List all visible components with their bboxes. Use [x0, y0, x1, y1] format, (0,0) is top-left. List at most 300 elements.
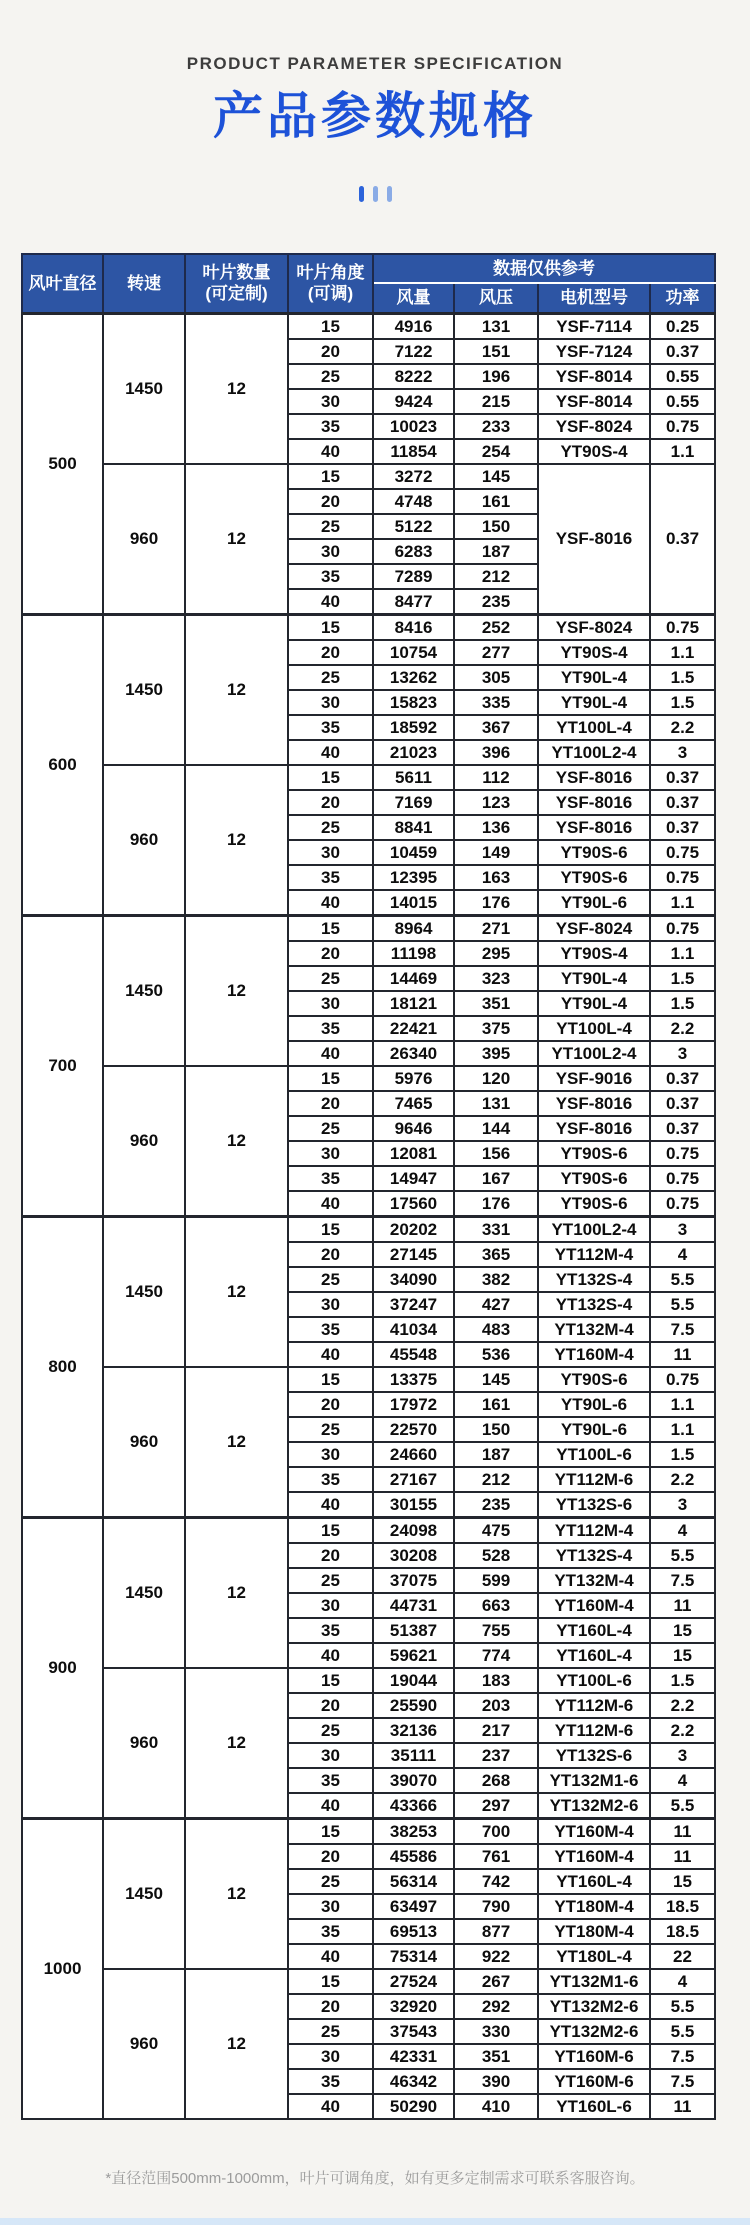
cell-motor: YT160L-4 — [538, 1643, 650, 1668]
cell-angle: 20 — [288, 1392, 373, 1417]
cell-motor: YSF-7114 — [538, 313, 650, 339]
cell-motor: YT90S-6 — [538, 1141, 650, 1166]
cell-airflow: 11854 — [373, 439, 454, 464]
cell-power: 0.55 — [650, 364, 715, 389]
cell-angle: 20 — [288, 1242, 373, 1267]
cell-power: 0.37 — [650, 339, 715, 364]
cell-blades: 12 — [185, 313, 288, 464]
col-header-angle-line1: 叶片角度 — [296, 263, 365, 283]
cell-angle: 25 — [288, 2019, 373, 2044]
cell-pressure: 365 — [454, 1242, 538, 1267]
cell-power: 0.75 — [650, 1141, 715, 1166]
cell-motor: YT90S-6 — [538, 1191, 650, 1217]
cell-pressure: 149 — [454, 840, 538, 865]
cell-airflow: 8416 — [373, 614, 454, 640]
cell-speed: 1450 — [103, 1216, 185, 1367]
cell-pressure: 774 — [454, 1643, 538, 1668]
cell-motor: YT90L-6 — [538, 890, 650, 916]
cell-power: 11 — [650, 1844, 715, 1869]
cell-angle: 25 — [288, 1417, 373, 1442]
cell-airflow: 63497 — [373, 1894, 454, 1919]
cell-speed: 1450 — [103, 1818, 185, 1969]
cell-angle: 15 — [288, 1668, 373, 1693]
cell-power: 2.2 — [650, 1467, 715, 1492]
cell-power: 3 — [650, 740, 715, 765]
cell-pressure: 252 — [454, 614, 538, 640]
cell-angle: 40 — [288, 1793, 373, 1819]
cell-angle: 30 — [288, 1442, 373, 1467]
cell-power: 11 — [650, 1342, 715, 1367]
cell-power: 1.5 — [650, 1668, 715, 1693]
cell-airflow: 18592 — [373, 715, 454, 740]
cell-pressure: 151 — [454, 339, 538, 364]
cell-motor: YT100L-4 — [538, 715, 650, 740]
cell-airflow: 14469 — [373, 966, 454, 991]
cell-power: 1.5 — [650, 966, 715, 991]
cell-airflow: 10459 — [373, 840, 454, 865]
cell-diameter: 500 — [22, 313, 103, 614]
cell-motor: YT132M2-6 — [538, 1793, 650, 1819]
cell-angle: 25 — [288, 966, 373, 991]
cell-angle: 35 — [288, 1016, 373, 1041]
cell-airflow: 45586 — [373, 1844, 454, 1869]
section-subtitle: PRODUCT PARAMETER SPECIFICATION — [186, 54, 564, 73]
cell-angle: 15 — [288, 1216, 373, 1242]
cell-airflow: 5976 — [373, 1066, 454, 1091]
cell-motor: YT90S-6 — [538, 865, 650, 890]
cell-pressure: 120 — [454, 1066, 538, 1091]
cell-motor: YT132M1-6 — [538, 1969, 650, 1994]
cell-airflow: 25590 — [373, 1693, 454, 1718]
cell-angle: 35 — [288, 414, 373, 439]
cell-motor: YT90L-6 — [538, 1417, 650, 1442]
cell-airflow: 59621 — [373, 1643, 454, 1668]
cell-airflow: 17972 — [373, 1392, 454, 1417]
cell-motor: YT132S-6 — [538, 1492, 650, 1518]
cell-motor: YSF-9016 — [538, 1066, 650, 1091]
cell-power: 7.5 — [650, 1317, 715, 1342]
cell-pressure: 254 — [454, 439, 538, 464]
cell-airflow: 24098 — [373, 1517, 454, 1543]
cell-airflow: 11198 — [373, 941, 454, 966]
cell-pressure: 922 — [454, 1944, 538, 1969]
cell-motor: YT180M-4 — [538, 1919, 650, 1944]
cell-airflow: 42331 — [373, 2044, 454, 2069]
cell-pressure: 396 — [454, 740, 538, 765]
cell-power: 22 — [650, 1944, 715, 1969]
cell-motor: YT90S-6 — [538, 840, 650, 865]
cell-motor: YT100L-6 — [538, 1442, 650, 1467]
cell-power: 4 — [650, 1242, 715, 1267]
cell-airflow: 34090 — [373, 1267, 454, 1292]
cell-speed: 960 — [103, 765, 185, 916]
cell-airflow: 18121 — [373, 991, 454, 1016]
cell-angle: 40 — [288, 890, 373, 916]
cell-angle: 35 — [288, 1467, 373, 1492]
cell-airflow: 37247 — [373, 1292, 454, 1317]
cell-power: 4 — [650, 1517, 715, 1543]
table-row — [22, 1517, 715, 1543]
cell-motor: YT90S-6 — [538, 1166, 650, 1191]
cell-angle: 15 — [288, 765, 373, 790]
cell-power: 5.5 — [650, 1543, 715, 1568]
cell-angle: 40 — [288, 740, 373, 765]
cell-angle: 20 — [288, 1994, 373, 2019]
cell-airflow: 30155 — [373, 1492, 454, 1518]
cell-pressure: 237 — [454, 1743, 538, 1768]
cell-power: 0.25 — [650, 313, 715, 339]
cell-motor: YT180M-4 — [538, 1894, 650, 1919]
cell-pressure: 150 — [454, 514, 538, 539]
cell-angle: 30 — [288, 1141, 373, 1166]
cell-angle: 25 — [288, 1116, 373, 1141]
cell-airflow: 39070 — [373, 1768, 454, 1793]
cell-motor: YT90L-6 — [538, 1392, 650, 1417]
cell-motor: YT112M-4 — [538, 1517, 650, 1543]
cell-speed: 960 — [103, 1668, 185, 1819]
cell-angle: 30 — [288, 1743, 373, 1768]
cell-airflow: 37543 — [373, 2019, 454, 2044]
cell-pressure: 305 — [454, 665, 538, 690]
cell-pressure: 528 — [454, 1543, 538, 1568]
cell-motor: YT112M-6 — [538, 1718, 650, 1743]
page-title: 产品参数规格 — [213, 88, 537, 144]
cell-angle: 30 — [288, 1894, 373, 1919]
cell-pressure: 267 — [454, 1969, 538, 1994]
cell-airflow: 44731 — [373, 1593, 454, 1618]
cell-angle: 40 — [288, 1492, 373, 1518]
cell-airflow: 10754 — [373, 640, 454, 665]
cell-angle: 15 — [288, 464, 373, 489]
cell-airflow: 27524 — [373, 1969, 454, 1994]
cell-motor: YT132S-6 — [538, 1743, 650, 1768]
cell-airflow: 4916 — [373, 313, 454, 339]
cell-power: 11 — [650, 2094, 715, 2119]
cell-motor: YT160M-4 — [538, 1818, 650, 1844]
cell-power: 11 — [650, 1593, 715, 1618]
cell-pressure: 112 — [454, 765, 538, 790]
cell-pressure: 268 — [454, 1768, 538, 1793]
cell-power: 1.1 — [650, 941, 715, 966]
cell-motor: YT100L2-4 — [538, 740, 650, 765]
cell-power: 0.37 — [650, 464, 715, 615]
cell-airflow: 13262 — [373, 665, 454, 690]
cell-pressure: 150 — [454, 1417, 538, 1442]
cell-angle: 25 — [288, 1869, 373, 1894]
cell-power: 0.75 — [650, 840, 715, 865]
cell-angle: 25 — [288, 1718, 373, 1743]
cell-pressure: 187 — [454, 539, 538, 564]
cell-angle: 30 — [288, 2044, 373, 2069]
cell-pressure: 187 — [454, 1442, 538, 1467]
cell-airflow: 10023 — [373, 414, 454, 439]
cell-angle: 40 — [288, 1643, 373, 1668]
cell-pressure: 176 — [454, 890, 538, 916]
table-row — [22, 313, 715, 339]
cell-angle: 25 — [288, 514, 373, 539]
table-header-row — [22, 254, 715, 283]
cell-speed: 960 — [103, 1969, 185, 2119]
cell-pressure: 335 — [454, 690, 538, 715]
cell-power: 1.5 — [650, 991, 715, 1016]
cell-angle: 30 — [288, 690, 373, 715]
cell-airflow: 6283 — [373, 539, 454, 564]
col-header-diameter: 风叶直径 — [22, 254, 103, 313]
cell-motor: YT160M-4 — [538, 1844, 650, 1869]
cell-diameter: 900 — [22, 1517, 103, 1818]
cell-motor: YT112M-6 — [538, 1467, 650, 1492]
cell-pressure: 196 — [454, 364, 538, 389]
table-row — [22, 1818, 715, 1844]
cell-pressure: 212 — [454, 564, 538, 589]
cell-airflow: 41034 — [373, 1317, 454, 1342]
cell-angle: 35 — [288, 1919, 373, 1944]
cell-angle: 15 — [288, 915, 373, 941]
cell-angle: 20 — [288, 640, 373, 665]
divider-bar-icon — [373, 186, 378, 202]
cell-power: 2.2 — [650, 1718, 715, 1743]
cell-angle: 40 — [288, 2094, 373, 2119]
cell-airflow: 7465 — [373, 1091, 454, 1116]
cell-power: 0.75 — [650, 1191, 715, 1217]
cell-motor: YT132M-4 — [538, 1317, 650, 1342]
cell-power: 1.5 — [650, 665, 715, 690]
cell-power: 1.1 — [650, 1417, 715, 1442]
cell-motor: YSF-8016 — [538, 790, 650, 815]
cell-pressure: 292 — [454, 1994, 538, 2019]
cell-pressure: 761 — [454, 1844, 538, 1869]
cell-motor: YT132M1-6 — [538, 1768, 650, 1793]
cell-power: 5.5 — [650, 1793, 715, 1819]
col-header-pressure: 风压 — [454, 283, 538, 313]
cell-angle: 20 — [288, 1693, 373, 1718]
cell-airflow: 12395 — [373, 865, 454, 890]
cell-pressure: 382 — [454, 1267, 538, 1292]
cell-power: 0.37 — [650, 1116, 715, 1141]
cell-airflow: 30208 — [373, 1543, 454, 1568]
cell-airflow: 8222 — [373, 364, 454, 389]
cell-motor: YSF-8016 — [538, 815, 650, 840]
cell-pressure: 176 — [454, 1191, 538, 1217]
cell-airflow: 37075 — [373, 1568, 454, 1593]
cell-motor: YT100L2-4 — [538, 1216, 650, 1242]
cell-pressure: 235 — [454, 589, 538, 615]
cell-power: 0.37 — [650, 1091, 715, 1116]
cell-pressure: 145 — [454, 1367, 538, 1392]
cell-power: 2.2 — [650, 1016, 715, 1041]
cell-power: 4 — [650, 1768, 715, 1793]
table-row — [22, 915, 715, 941]
cell-motor: YT132M-4 — [538, 1568, 650, 1593]
cell-motor: YSF-8014 — [538, 364, 650, 389]
cell-pressure: 295 — [454, 941, 538, 966]
cell-angle: 20 — [288, 790, 373, 815]
cell-motor: YT132S-4 — [538, 1267, 650, 1292]
cell-power: 5.5 — [650, 1994, 715, 2019]
col-header-motor: 电机型号 — [538, 283, 650, 313]
cell-airflow: 5611 — [373, 765, 454, 790]
cell-pressure: 475 — [454, 1517, 538, 1543]
cell-power: 18.5 — [650, 1919, 715, 1944]
cell-pressure: 599 — [454, 1568, 538, 1593]
cell-angle: 15 — [288, 1517, 373, 1543]
cell-power: 5.5 — [650, 1292, 715, 1317]
cell-motor: YSF-8024 — [538, 414, 650, 439]
cell-blades: 12 — [185, 1818, 288, 1969]
table-row — [22, 614, 715, 640]
cell-power: 3 — [650, 1492, 715, 1518]
cell-angle: 40 — [288, 1342, 373, 1367]
col-header-reference: 数据仅供参考 — [373, 254, 715, 283]
col-header-blades — [185, 254, 288, 313]
cell-pressure: 233 — [454, 414, 538, 439]
cell-angle: 35 — [288, 1618, 373, 1643]
cell-power: 2.2 — [650, 1693, 715, 1718]
cell-airflow: 4748 — [373, 489, 454, 514]
cell-motor: YT112M-6 — [538, 1693, 650, 1718]
cell-speed: 960 — [103, 1066, 185, 1217]
table-row — [22, 765, 715, 790]
cell-diameter: 1000 — [22, 1818, 103, 2119]
cell-power: 0.75 — [650, 865, 715, 890]
cell-power: 1.1 — [650, 640, 715, 665]
cell-power: 0.37 — [650, 1066, 715, 1091]
cell-angle: 30 — [288, 1292, 373, 1317]
cell-airflow: 14015 — [373, 890, 454, 916]
cell-blades: 12 — [185, 765, 288, 916]
cell-motor: YSF-8016 — [538, 765, 650, 790]
cell-airflow: 17560 — [373, 1191, 454, 1217]
cell-motor: YT112M-4 — [538, 1242, 650, 1267]
cell-motor: YT160M-4 — [538, 1342, 650, 1367]
cell-airflow: 15823 — [373, 690, 454, 715]
cell-angle: 35 — [288, 1166, 373, 1191]
table-row — [22, 1367, 715, 1392]
cell-angle: 20 — [288, 1091, 373, 1116]
cell-power: 5.5 — [650, 2019, 715, 2044]
cell-airflow: 27145 — [373, 1242, 454, 1267]
cell-motor: YT160M-6 — [538, 2044, 650, 2069]
cell-pressure: 351 — [454, 2044, 538, 2069]
cell-motor: YT132S-4 — [538, 1543, 650, 1568]
cell-motor: YSF-8016 — [538, 1116, 650, 1141]
cell-motor: YT90S-4 — [538, 941, 650, 966]
cell-motor: YT90S-4 — [538, 439, 650, 464]
cell-angle: 35 — [288, 2069, 373, 2094]
cell-pressure: 144 — [454, 1116, 538, 1141]
cell-motor: YT100L-6 — [538, 1668, 650, 1693]
cell-motor: YT90S-6 — [538, 1367, 650, 1392]
bottom-accent-band — [0, 2218, 750, 2225]
cell-airflow: 20202 — [373, 1216, 454, 1242]
cell-power: 18.5 — [650, 1894, 715, 1919]
cell-angle: 25 — [288, 364, 373, 389]
cell-motor: YT90S-4 — [538, 640, 650, 665]
cell-power: 0.37 — [650, 815, 715, 840]
cell-pressure: 427 — [454, 1292, 538, 1317]
table-row — [22, 1216, 715, 1242]
cell-angle: 30 — [288, 539, 373, 564]
cell-airflow: 7169 — [373, 790, 454, 815]
cell-airflow: 50290 — [373, 2094, 454, 2119]
cell-airflow: 7122 — [373, 339, 454, 364]
cell-pressure: 700 — [454, 1818, 538, 1844]
cell-angle: 35 — [288, 865, 373, 890]
cell-motor: YT90L-4 — [538, 690, 650, 715]
cell-power: 0.55 — [650, 389, 715, 414]
cell-airflow: 22570 — [373, 1417, 454, 1442]
cell-airflow: 24660 — [373, 1442, 454, 1467]
cell-power: 0.75 — [650, 414, 715, 439]
cell-pressure: 163 — [454, 865, 538, 890]
cell-pressure: 212 — [454, 1467, 538, 1492]
cell-angle: 25 — [288, 1267, 373, 1292]
cell-power: 1.5 — [650, 690, 715, 715]
cell-angle: 35 — [288, 1768, 373, 1793]
cell-motor: YT132S-4 — [538, 1292, 650, 1317]
cell-angle: 15 — [288, 313, 373, 339]
footnote: *直径范围500mm-1000mm，叶片可调角度，如有更多定制需求可联系客服咨询。 — [105, 2170, 645, 2187]
cell-airflow: 13375 — [373, 1367, 454, 1392]
cell-pressure: 161 — [454, 489, 538, 514]
cell-pressure: 395 — [454, 1041, 538, 1066]
cell-angle: 25 — [288, 1568, 373, 1593]
cell-power: 4 — [650, 1969, 715, 1994]
cell-angle: 20 — [288, 489, 373, 514]
cell-pressure: 156 — [454, 1141, 538, 1166]
cell-pressure: 161 — [454, 1392, 538, 1417]
cell-diameter: 600 — [22, 614, 103, 915]
cell-power: 15 — [650, 1869, 715, 1894]
cell-angle: 30 — [288, 991, 373, 1016]
spec-table — [21, 253, 716, 2120]
cell-power: 7.5 — [650, 2069, 715, 2094]
cell-pressure: 351 — [454, 991, 538, 1016]
cell-airflow: 9424 — [373, 389, 454, 414]
col-header-angle — [288, 254, 373, 313]
cell-pressure: 136 — [454, 815, 538, 840]
cell-power: 1.1 — [650, 890, 715, 916]
cell-power: 0.37 — [650, 790, 715, 815]
cell-motor: YT160M-4 — [538, 1593, 650, 1618]
cell-airflow: 7289 — [373, 564, 454, 589]
cell-motor: YT160L-4 — [538, 1869, 650, 1894]
col-header-blades-line2: (可定制) — [205, 284, 268, 304]
cell-motor: YT100L2-4 — [538, 1041, 650, 1066]
cell-motor: YT90L-4 — [538, 991, 650, 1016]
cell-motor: YT160M-6 — [538, 2069, 650, 2094]
cell-motor: YT90L-4 — [538, 665, 650, 690]
cell-motor: YSF-8024 — [538, 614, 650, 640]
cell-speed: 1450 — [103, 915, 185, 1066]
cell-power: 0.37 — [650, 765, 715, 790]
cell-power: 15 — [650, 1618, 715, 1643]
cell-motor: YSF-8016 — [538, 1091, 650, 1116]
cell-airflow: 56314 — [373, 1869, 454, 1894]
cell-pressure: 663 — [454, 1593, 538, 1618]
cell-power: 0.75 — [650, 1367, 715, 1392]
col-header-blades-line1: 叶片数量 — [202, 263, 271, 283]
cell-motor: YSF-7124 — [538, 339, 650, 364]
cell-airflow: 8964 — [373, 915, 454, 941]
cell-pressure: 217 — [454, 1718, 538, 1743]
cell-pressure: 483 — [454, 1317, 538, 1342]
cell-pressure: 323 — [454, 966, 538, 991]
cell-airflow: 35111 — [373, 1743, 454, 1768]
cell-pressure: 375 — [454, 1016, 538, 1041]
divider-bar-icon — [359, 186, 364, 202]
cell-angle: 15 — [288, 1367, 373, 1392]
